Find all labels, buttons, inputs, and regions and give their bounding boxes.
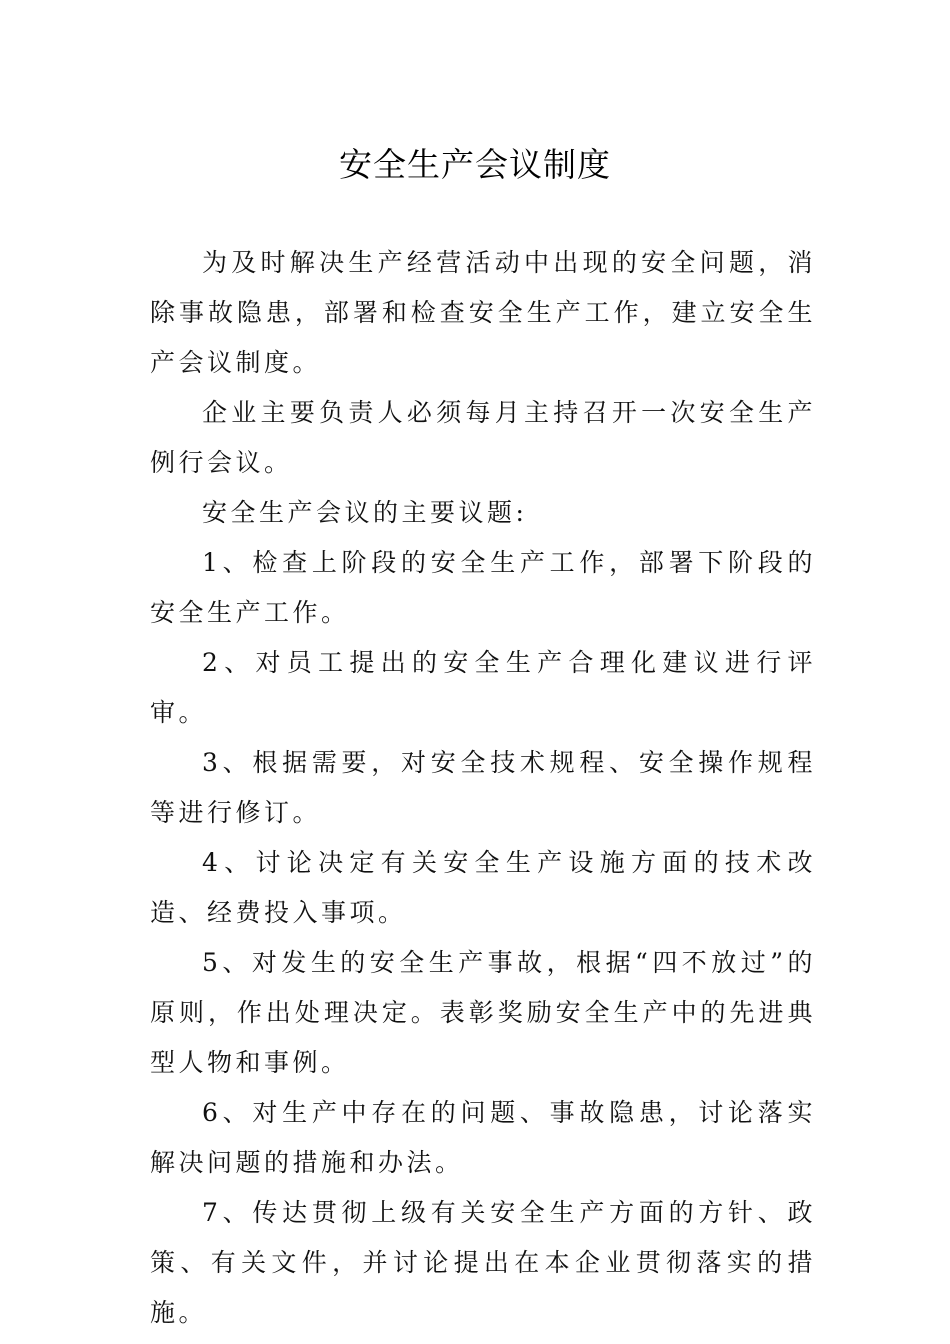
- document-body: [150, 238, 816, 1338]
- document-title: 安全生产会议制度: [339, 145, 611, 184]
- paragraph-topic-5: 5、对发生的安全生产事故，根据“四不放过”的原则，作出处理决定。表彰奖励安全生产中的先进典型人物和事例。: [150, 948, 816, 1077]
- paragraph-topic-2: 2、对员工提出的安全生产合理化建议进行评审。: [150, 648, 816, 727]
- paragraph-topic-6: 6、对生产中存在的问题、事故隐患，讨论落实解决问题的措施和办法。: [150, 1098, 816, 1177]
- paragraph-topics-heading: 安全生产会议的主要议题:: [202, 498, 528, 527]
- paragraph-intro: 为及时解决生产经营活动中出现的安全问题，消除事故隐患，部署和检查安全生产工作，建立安全生产会议制度。: [150, 248, 816, 377]
- paragraph-topic-7: 7、传达贯彻上级有关安全生产方面的方针、政策、有关文件，并讨论提出在本企业贯彻落实的措施。: [150, 1198, 816, 1327]
- paragraph-topic-1: 1、检查上阶段的安全生产工作，部署下阶段的安全生产工作。: [150, 548, 816, 627]
- paragraph-topic-3: 3、根据需要，对安全技术规程、安全操作规程等进行修订。: [150, 748, 816, 827]
- paragraph-topic-4: 4、讨论决定有关安全生产设施方面的技术改造、经费投入事项。: [150, 848, 816, 927]
- paragraph-monthly-meeting: 企业主要负责人必须每月主持召开一次安全生产例行会议。: [150, 398, 816, 477]
